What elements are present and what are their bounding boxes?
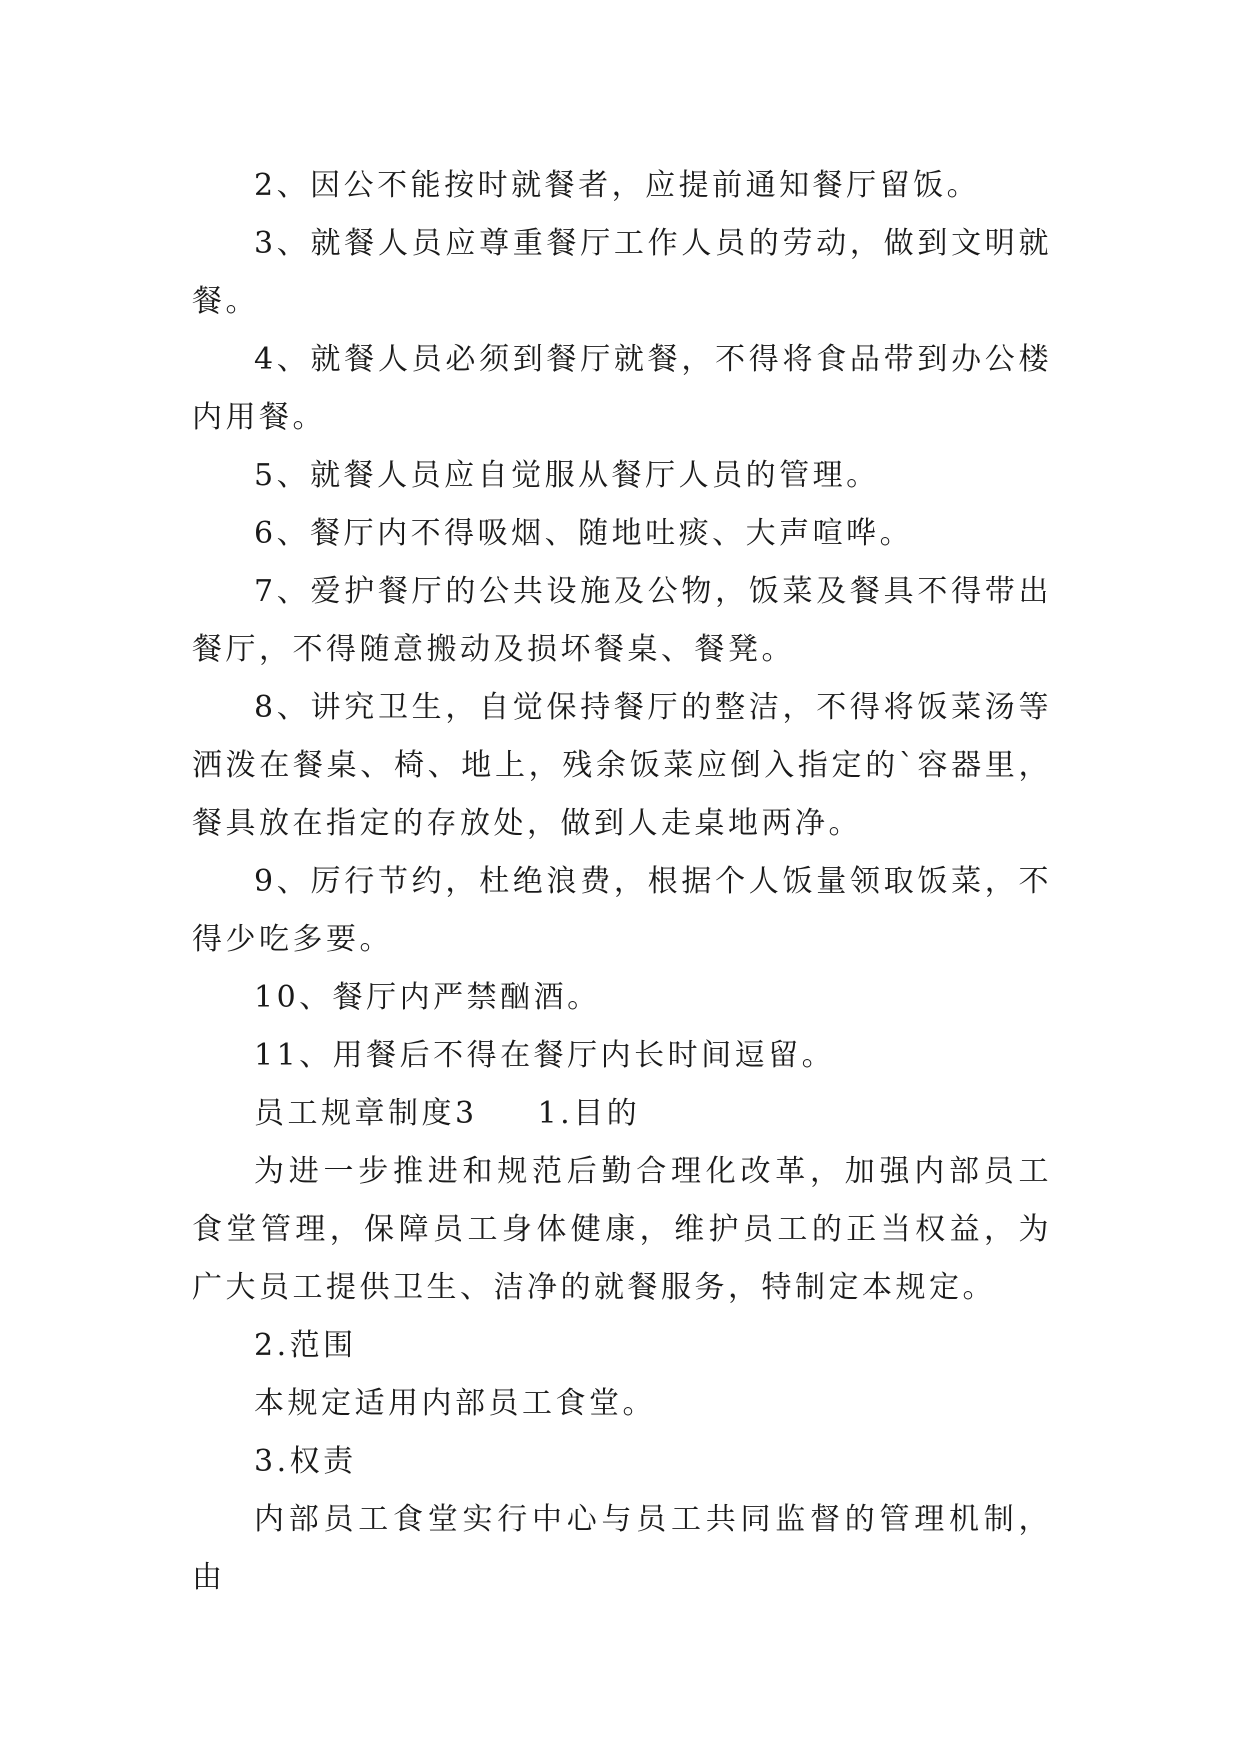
paragraph-item-11: 11、用餐后不得在餐厅内长时间逗留。 [254, 1038, 836, 1073]
section-title: 员工规章制度3 [254, 1096, 478, 1131]
paragraph-item-4: 4、就餐人员必须到餐厅就餐，不得将食品带到办公楼内用餐。 [192, 342, 1052, 435]
paragraph-item-9: 9、厉行节约，杜绝浪费，根据个人饭量领取饭菜，不得少吃多要。 [192, 864, 1052, 957]
paragraph-item-10: 10、餐厅内严禁酗酒。 [254, 980, 601, 1015]
paragraph-item-3: 3、就餐人员应尊重餐厅工作人员的劳动，做到文明就餐。 [192, 226, 1052, 319]
section-heading [192, 1085, 1052, 1143]
paragraph-item-5: 5、就餐人员应自觉服从餐厅人员的管理。 [254, 458, 880, 493]
responsibility-paragraph: 内部员工食堂实行中心与员工共同监督的管理机制，由 [192, 1502, 1052, 1595]
paragraph-item-7: 7、爱护餐厅的公共设施及公物，饭菜及餐具不得带出餐厅，不得随意搬动及损坏餐桌、餐凳。 [192, 574, 1052, 667]
scope-heading: 2.范围 [254, 1328, 357, 1363]
paragraph-item-2: 2、因公不能按时就餐者，应提前通知餐厅留饭。 [254, 168, 981, 203]
scope-paragraph: 本规定适用内部员工食堂。 [254, 1386, 656, 1421]
document-body [192, 157, 1052, 1607]
responsibility-heading: 3.权责 [254, 1444, 357, 1479]
purpose-paragraph: 为进一步推进和规范后勤合理化改革，加强内部员工食堂管理，保障员工身体健康，维护员工的正当权益，为广大员工提供卫生、洁净的就餐服务，特制定本规定。 [192, 1154, 1052, 1305]
paragraph-item-6: 6、餐厅内不得吸烟、随地吐痰、大声喧哗。 [254, 516, 914, 551]
section-subtitle: 1.目的 [537, 1096, 641, 1131]
paragraph-item-8: 8、讲究卫生，自觉保持餐厅的整洁，不得将饭菜汤等洒泼在餐桌、椅、地上，残余饭菜应倒入指定的`容器里，餐具放在指定的存放处，做到人走桌地两净。 [192, 690, 1052, 841]
